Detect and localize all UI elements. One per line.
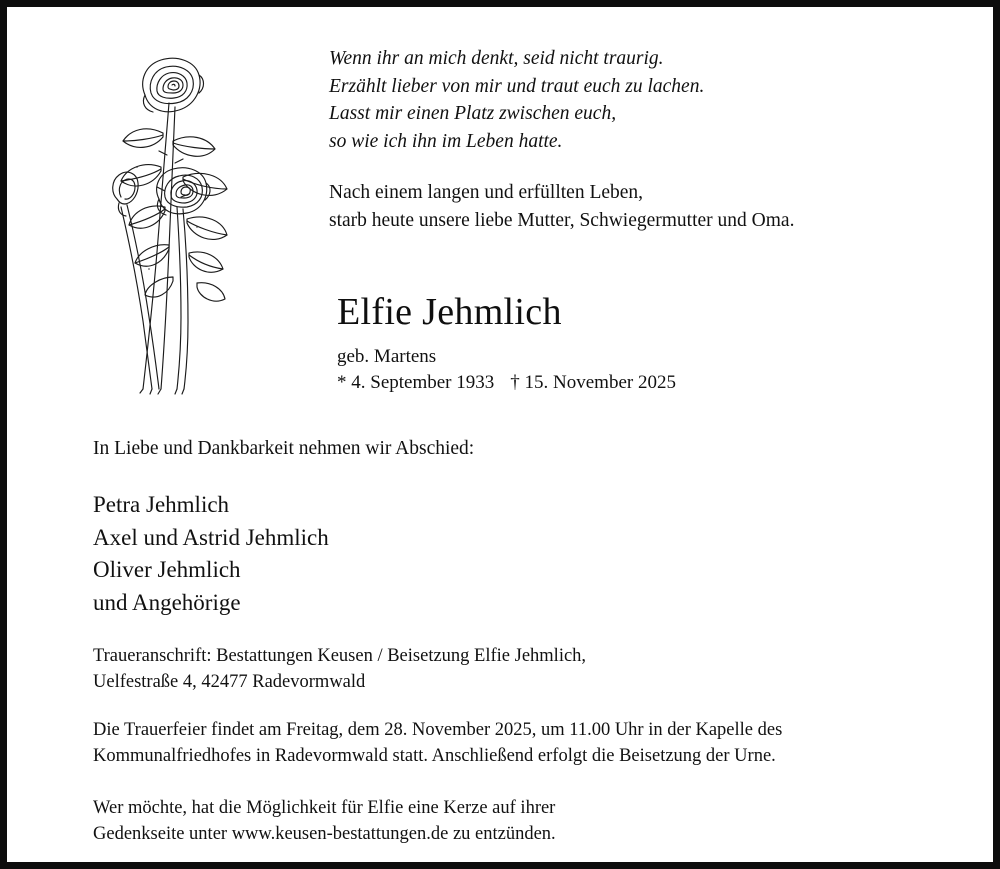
survivor-name: Petra Jehmlich (93, 492, 230, 517)
intro-block (329, 179, 979, 234)
poem-line: Lasst mir einen Platz zwischen euch, (329, 103, 617, 124)
intro-line: Nach einem langen und erfüllten Leben, (329, 182, 644, 203)
survivor-name: und Angehörige (93, 589, 241, 615)
ceremony-details (93, 718, 913, 769)
mourning-address (93, 644, 853, 695)
poem-block (329, 45, 969, 155)
birth-date: * 4. September 1933 (337, 372, 495, 393)
candle-line: Wer möchte, hat die Möglichkeit für Elfie eine Kerze auf ihrer (93, 798, 556, 818)
survivor-name: Oliver Jehmlich (93, 557, 241, 582)
memorial-candle-note (93, 796, 893, 847)
notice-inner (7, 7, 993, 862)
ceremony-line: Kommunalfriedhofes in Radevormwald statt. Anschließend erfolgt die Beisetzung der Urne. (93, 745, 776, 766)
survivor-name: Axel und Astrid Jehmlich (93, 524, 329, 550)
candle-line: Gedenkseite unter www.keusen-bestattungen.de zu entzünden. (93, 823, 556, 844)
deceased-name: Elfie Jehmlich (337, 291, 562, 333)
address-line: Traueranschrift: Bestattungen Keusen / Beisetzung Elfie Jehmlich, (93, 646, 587, 666)
poem-line: Wenn ihr an mich denkt, seid nicht traurig. (329, 48, 664, 69)
rose-bouquet-illustration (77, 37, 267, 397)
maiden-name: geb. Martens (337, 346, 437, 367)
life-dates (337, 370, 676, 396)
ceremony-line: Die Trauerfeier findet am Freitag, dem 28. November 2025, um 11.00 Uhr in der Kapelle des (93, 720, 783, 740)
poem-line: Erzählt lieber von mir und traut euch zu lachen. (329, 75, 705, 97)
survivors-list (93, 489, 329, 619)
farewell-line: In Liebe und Dankbarkeit nehmen wir Abschied: (93, 438, 475, 459)
poem-line: so wie ich ihn im Leben hatte. (329, 130, 563, 152)
death-date: † 15. November 2025 (510, 372, 676, 393)
intro-line: starb heute unsere liebe Mutter, Schwiegermutter und Oma. (329, 209, 795, 231)
address-line: Uelfestraße 4, 42477 Radevormwald (93, 671, 366, 692)
